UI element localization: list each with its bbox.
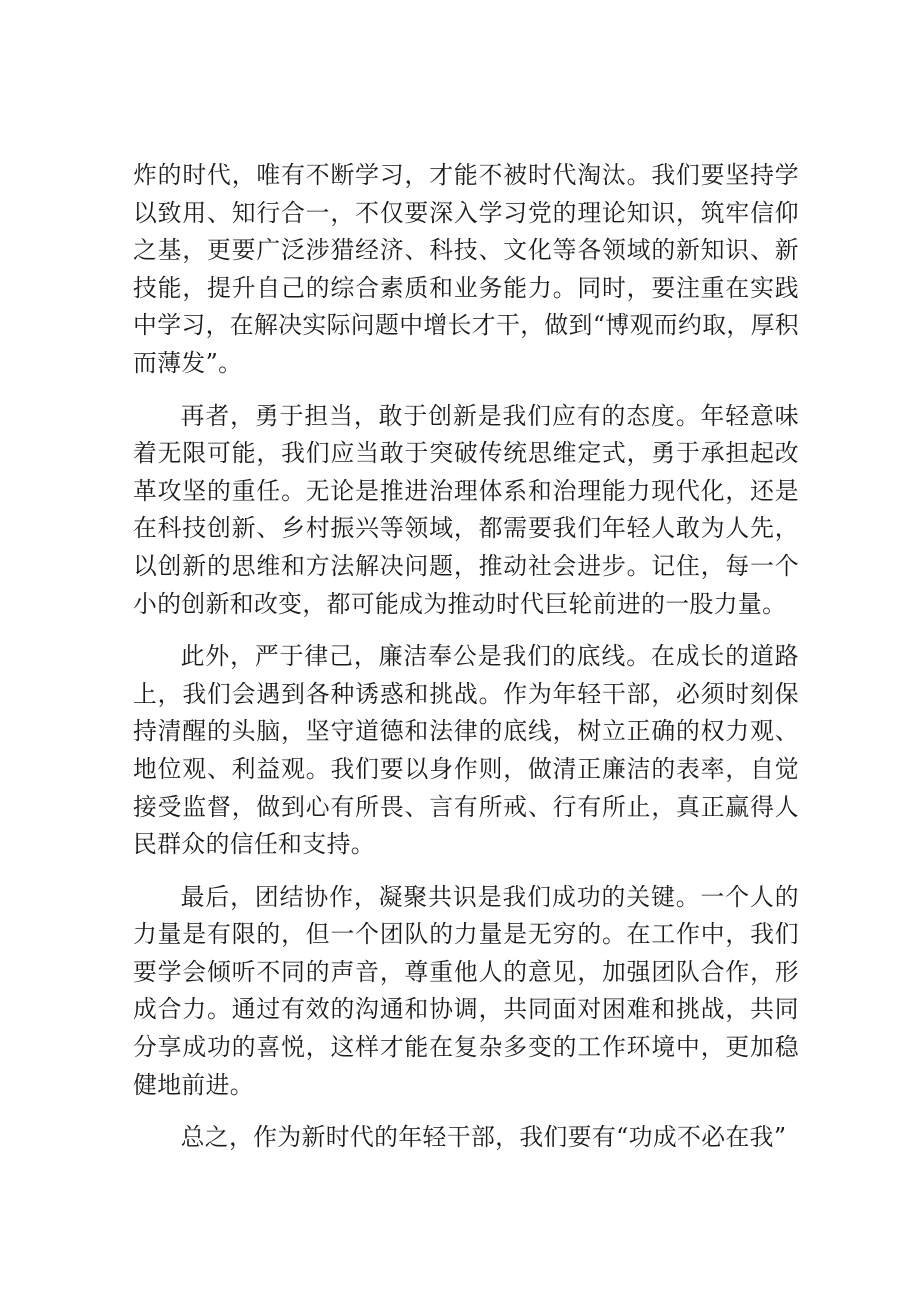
paragraph-conclusion: 总之，作为新时代的年轻干部，我们要有“功成不必在我”: [180, 1123, 787, 1152]
paragraph-teamwork: 最后，团结协作，凝聚共识是我们成功的关键。一个人的力量是有限的，但一个团队的力量是无穷的。在工作中，我们要学会倾听不同的声音，尊重他人的意见，加强团队合作，形成合力。通过有效的沟通和协调，共同面对困难和挑战，共同分享成功的喜悦，这样才能在复杂多变的工作环境中，更加稳健地前进。: [133, 882, 799, 1099]
paragraph-continued: 炸的时代，唯有不断学习，才能不被时代淘汰。我们要坚持学以致用、知行合一，不仅要深入学习党的理论知识，筑牢信仰之基，更要广泛涉猎经济、科技、文化等各领域的新知识、新技能，提升自己的综合素质和业务能力。同时，要注重在实践中学习，在解决实际问题中增长才干，做到“博观而约取，厚积而薄发”。: [133, 161, 799, 377]
paragraph-integrity: 此外，严于律己，廉洁奉公是我们的底线。在成长的道路上，我们会遇到各种诱惑和挑战。作为年轻干部，必须时刻保持清醒的头脑，坚守道德和法律的底线，树立正确的权力观、地位观、利益观。我们要以身作则，做清正廉洁的表率，自觉接受监督，做到心有所畏、言有所戒、行有所止，真正赢得人民群众的信任和支持。: [133, 642, 799, 859]
paragraph-innovation: 再者，勇于担当，敢于创新是我们应有的态度。年轻意味着无限可能，我们应当敢于突破传统思维定式，勇于承担起改革攻坚的重任。无论是推进治理体系和治理能力现代化，还是在科技创新、乡村振兴等领域，都需要我们年轻人敢为人先，以创新的思维和方法解决问题，推动社会进步。记住，每一个小的创新和改变，都可能成为推动时代巨轮前进的一股力量。: [133, 401, 799, 618]
document-body: [133, 157, 799, 1172]
